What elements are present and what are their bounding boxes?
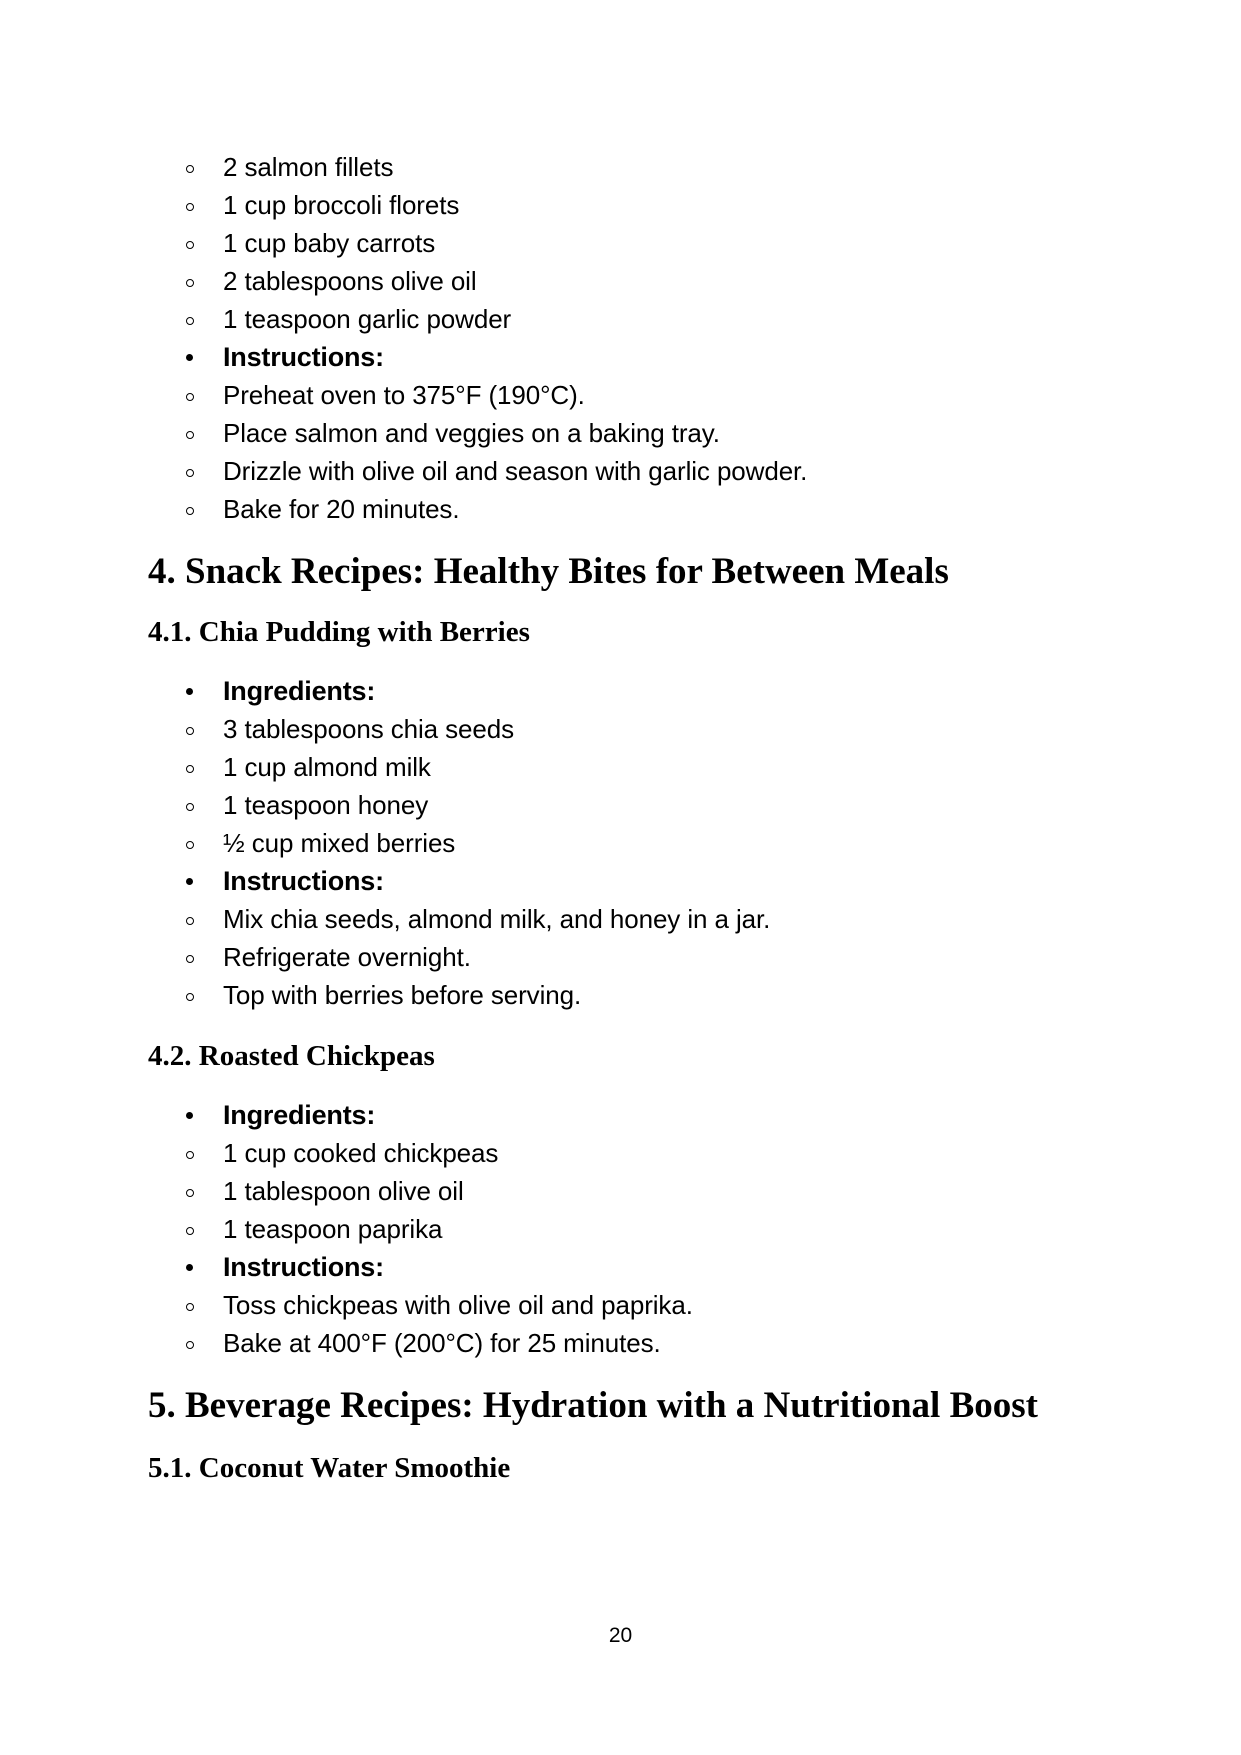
page-content bbox=[148, 148, 1108, 1486]
page-number: 20 bbox=[608, 1624, 633, 1647]
circle-bullet-icon bbox=[186, 317, 194, 325]
instruction-text: Place salmon and veggies on a baking tray. bbox=[223, 418, 720, 448]
chickpeas-recipe-list bbox=[148, 1096, 1108, 1362]
disc-bullet-icon bbox=[186, 688, 193, 695]
instruction-text: Toss chickpeas with olive oil and paprika. bbox=[223, 1290, 693, 1320]
list-item bbox=[148, 300, 1108, 338]
salmon-ingredients-item bbox=[148, 148, 1108, 338]
ingredient-text: 1 tablespoon olive oil bbox=[223, 1176, 464, 1206]
circle-bullet-icon bbox=[186, 1189, 194, 1197]
instructions-label: Instructions: bbox=[223, 342, 384, 372]
list-item bbox=[148, 148, 1108, 186]
circle-bullet-icon bbox=[186, 955, 194, 963]
list-item bbox=[148, 748, 1108, 786]
salmon-recipe-list bbox=[148, 148, 1108, 528]
circle-bullet-icon bbox=[186, 203, 194, 211]
circle-bullet-icon bbox=[186, 165, 194, 173]
ingredient-text: 2 tablespoons olive oil bbox=[223, 266, 477, 296]
circle-bullet-icon bbox=[186, 469, 194, 477]
ingredient-text: 1 teaspoon garlic powder bbox=[223, 304, 512, 334]
list-item bbox=[148, 224, 1108, 262]
chickpeas-instructions-item bbox=[148, 1248, 1108, 1362]
disc-bullet-icon bbox=[186, 354, 193, 361]
circle-bullet-icon bbox=[186, 1227, 194, 1235]
instruction-text: Bake at 400°F (200°C) for 25 minutes. bbox=[223, 1328, 661, 1358]
instructions-label: Instructions: bbox=[223, 1252, 384, 1282]
ingredients-label: Ingredients: bbox=[223, 676, 376, 706]
chickpeas-ingredients-list bbox=[148, 1134, 1108, 1248]
list-item bbox=[148, 1172, 1108, 1210]
list-item bbox=[148, 1210, 1108, 1248]
circle-bullet-icon bbox=[186, 993, 194, 1001]
ingredient-text: 2 salmon fillets bbox=[223, 152, 394, 182]
circle-bullet-icon bbox=[186, 803, 194, 811]
chia-ingredients-item bbox=[148, 672, 1108, 862]
recipe-5-1-title: 5.1. Coconut Water Smoothie bbox=[148, 1452, 511, 1484]
salmon-ingredients-list bbox=[148, 148, 1108, 338]
circle-bullet-icon bbox=[186, 841, 194, 849]
section-4-heading: 4. Snack Recipes: Healthy Bites for Between Meals bbox=[148, 551, 949, 592]
circle-bullet-icon bbox=[186, 431, 194, 439]
circle-bullet-icon bbox=[186, 765, 194, 773]
ingredients-label: Ingredients: bbox=[223, 1100, 376, 1130]
instruction-text: Refrigerate overnight. bbox=[223, 942, 471, 972]
list-item bbox=[148, 710, 1108, 748]
list-item bbox=[148, 938, 1108, 976]
circle-bullet-icon bbox=[186, 1151, 194, 1159]
salmon-instructions-item bbox=[148, 338, 1108, 528]
circle-bullet-icon bbox=[186, 1303, 194, 1311]
ingredient-text: 1 cup cooked chickpeas bbox=[223, 1138, 499, 1168]
ingredient-text: 1 cup almond milk bbox=[223, 752, 431, 782]
disc-bullet-icon bbox=[186, 1264, 193, 1271]
chia-instructions-item bbox=[148, 862, 1108, 1014]
instruction-text: Top with berries before serving. bbox=[223, 980, 582, 1010]
instruction-text: Bake for 20 minutes. bbox=[223, 494, 460, 524]
list-item bbox=[148, 452, 1108, 490]
list-item bbox=[148, 1286, 1108, 1324]
list-item bbox=[148, 976, 1108, 1014]
circle-bullet-icon bbox=[186, 279, 194, 287]
list-item bbox=[148, 900, 1108, 938]
chickpeas-ingredients-item bbox=[148, 1096, 1108, 1248]
circle-bullet-icon bbox=[186, 1341, 194, 1349]
instructions-label: Instructions: bbox=[223, 866, 384, 896]
list-item bbox=[148, 414, 1108, 452]
ingredient-text: ½ cup mixed berries bbox=[223, 828, 456, 858]
list-item bbox=[148, 262, 1108, 300]
circle-bullet-icon bbox=[186, 393, 194, 401]
circle-bullet-icon bbox=[186, 727, 194, 735]
disc-bullet-icon bbox=[186, 878, 193, 885]
ingredient-text: 1 teaspoon honey bbox=[223, 790, 429, 820]
instruction-text: Drizzle with olive oil and season with garlic powder. bbox=[223, 456, 808, 486]
section-5-heading: 5. Beverage Recipes: Hydration with a Nutritional Boost bbox=[148, 1385, 1038, 1426]
list-item bbox=[148, 1324, 1108, 1362]
ingredient-text: 1 cup baby carrots bbox=[223, 228, 436, 258]
list-item bbox=[148, 490, 1108, 528]
chia-ingredients-list bbox=[148, 710, 1108, 862]
instruction-text: Mix chia seeds, almond milk, and honey in a jar. bbox=[223, 904, 771, 934]
list-item bbox=[148, 824, 1108, 862]
circle-bullet-icon bbox=[186, 241, 194, 249]
chickpeas-instructions-list bbox=[148, 1286, 1108, 1362]
list-item bbox=[148, 186, 1108, 224]
list-item bbox=[148, 376, 1108, 414]
ingredient-text: 1 teaspoon paprika bbox=[223, 1214, 443, 1244]
ingredient-text: 3 tablespoons chia seeds bbox=[223, 714, 515, 744]
salmon-instructions-list bbox=[148, 376, 1108, 528]
chia-recipe-list bbox=[148, 672, 1108, 1014]
chia-instructions-list bbox=[148, 900, 1108, 1014]
disc-bullet-icon bbox=[186, 1112, 193, 1119]
recipe-4-2-title: 4.2. Roasted Chickpeas bbox=[148, 1040, 435, 1072]
circle-bullet-icon bbox=[186, 507, 194, 515]
recipe-4-1-title: 4.1. Chia Pudding with Berries bbox=[148, 616, 530, 648]
ingredient-text: 1 cup broccoli florets bbox=[223, 190, 460, 220]
circle-bullet-icon bbox=[186, 917, 194, 925]
instruction-text: Preheat oven to 375°F (190°C). bbox=[223, 380, 585, 410]
list-item bbox=[148, 1134, 1108, 1172]
list-item bbox=[148, 786, 1108, 824]
